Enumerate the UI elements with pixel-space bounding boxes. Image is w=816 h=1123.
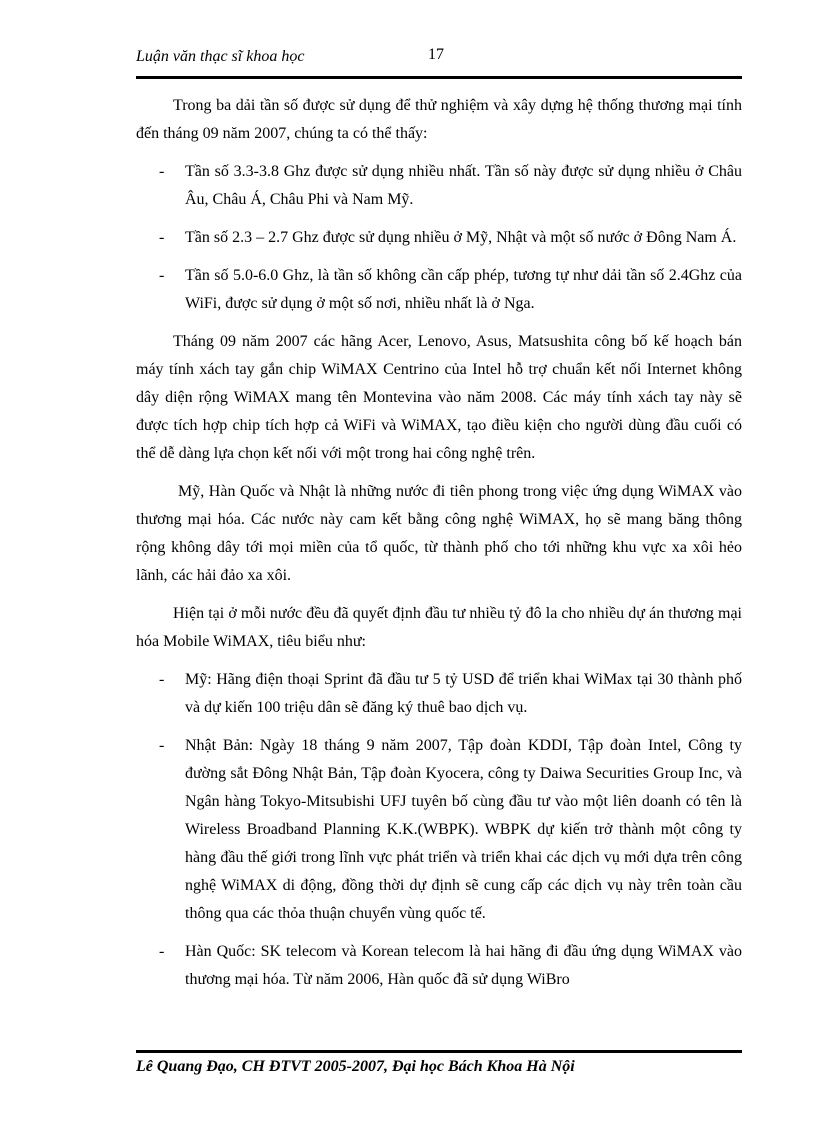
list-item-text: Hàn Quốc: SK telecom và Korean telecom là hai hãng đi đầu ứng dụng WiMAX vào thương mại hóa. Từ năm 2006, Hàn quốc đã sử dụng WiBro xyxy=(185,943,742,988)
page-footer: Lê Quang Đạo, CH ĐTVT 2005-2007, Đại học Bách Khoa Hà Nội xyxy=(136,1058,575,1075)
list-item xyxy=(136,732,742,928)
list-item xyxy=(136,262,742,318)
list-item-text: Mỹ: Hãng điện thoại Sprint đã đầu tư 5 tỷ USD để triển khai WiMax tại 30 thành phố và dự kiến 100 triệu dân sẽ đăng ký thuê bao dịch vụ. xyxy=(185,671,742,716)
header-rule xyxy=(136,76,742,79)
bullet-dash: - xyxy=(159,267,165,284)
list-item-text: Tần số 3.3-3.8 Ghz được sử dụng nhiều nhất. Tần số này được sử dụng nhiều ở Châu Âu, Châu Á, Châu Phi và Nam Mỹ. xyxy=(185,163,742,208)
header-title: Luận văn thạc sĩ khoa học xyxy=(136,48,305,65)
list-item xyxy=(136,938,742,994)
intro-paragraph: Trong ba dải tần số được sử dụng để thử nghiệm và xây dựng hệ thống thương mại tính đến tháng 09 năm 2007, chúng ta có thể thấy: xyxy=(136,97,742,142)
country-list xyxy=(136,666,742,994)
frequency-list xyxy=(136,158,742,318)
investment-paragraph: Hiện tại ở mỗi nước đều đã quyết định đầu tư nhiều tỷ đô la cho nhiều dự án thương mại hóa Mobile WiMAX, tiêu biểu như: xyxy=(136,605,742,650)
bullet-dash: - xyxy=(159,163,165,180)
pioneers-paragraph: Mỹ, Hàn Quốc và Nhật là những nước đi tiên phong trong việc ứng dụng WiMAX vào thương mại hóa. Các nước này cam kết bằng công nghệ WiMAX, họ sẽ mang băng thông rộng không dây tới mọi miền của tổ quốc, từ thành phố cho tới những khu vực xa xôi hẻo lãnh, các hải đảo xa xôi. xyxy=(136,483,742,584)
list-item-text: Tần số 5.0-6.0 Ghz, là tần số không cần cấp phép, tương tự như dải tần số 2.4Ghz của WiFi, được sử dụng ở một số nơi, nhiều nhất là ở Nga. xyxy=(185,267,742,312)
list-item-text: Nhật Bản: Ngày 18 tháng 9 năm 2007, Tập đoàn KDDI, Tập đoàn Intel, Công ty đường sắt Đông Nhật Bản, Tập đoàn Kyocera, công ty Daiwa Securities Group Inc, và Ngân hàng Tokyo-Mitsubishi UFJ tuyên bố cùng đầu tư vào một liên doanh có tên là Wireless Broadband Planning K.K.(WBPK). WBPK dự kiến trở thành một công ty hàng đầu thế giới trong lĩnh vực phát triển và triển khai các dịch vụ mới dựa trên công nghệ WiMAX di động, đồng thời dự định sẽ cung cấp các dịch vụ này trên toàn cầu thông qua các thỏa thuận chuyển vùng quốc tế. xyxy=(185,737,742,922)
footer-rule xyxy=(136,1050,742,1053)
list-item xyxy=(136,666,742,722)
bullet-dash: - xyxy=(159,943,165,960)
page-body xyxy=(136,92,742,1004)
list-item-text: Tần số 2.3 – 2.7 Ghz được sử dụng nhiều ở Mỹ, Nhật và một số nước ở Đông Nam Á. xyxy=(185,229,737,246)
bullet-dash: - xyxy=(159,737,165,754)
list-item xyxy=(136,224,742,252)
page-header xyxy=(136,46,742,72)
bullet-dash: - xyxy=(159,229,165,246)
list-item xyxy=(136,158,742,214)
page-number: 17 xyxy=(428,46,444,63)
laptops-paragraph: Tháng 09 năm 2007 các hãng Acer, Lenovo, Asus, Matsushita công bố kế hoạch bán máy tính xách tay gắn chip WiMAX Centrino của Intel hỗ trợ chuẩn kết nối Internet không dây diện rộng WiMAX mang tên Montevina vào năm 2008. Các máy tính xách tay này sẽ được tích hợp chip tích hợp cả WiFi và WiMAX, tạo điều kiện cho người dùng đầu cuối có thể dễ dàng lựa chọn kết nối với một trong hai công nghệ trên. xyxy=(136,333,742,462)
bullet-dash: - xyxy=(159,671,165,688)
